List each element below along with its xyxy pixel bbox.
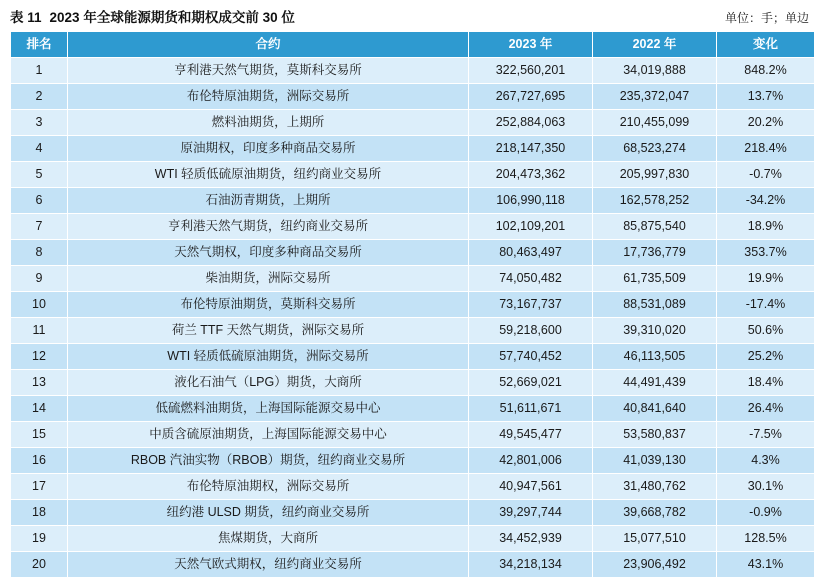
cell-2023: 73,167,737 [469,292,593,318]
cell-rank: 15 [11,422,68,448]
table-row [11,214,815,240]
cell-change: 848.2% [717,58,815,84]
cell-2022: 88,531,089 [593,292,717,318]
cell-contract: 布伦特原油期权，洲际交易所 [68,474,469,500]
cell-rank: 5 [11,162,68,188]
table-row [11,474,815,500]
energy-futures-table [10,31,815,578]
table-row [11,58,815,84]
cell-2023: 49,545,477 [469,422,593,448]
cell-rank: 1 [11,58,68,84]
table-row [11,136,815,162]
cell-change: -7.5% [717,422,815,448]
cell-contract: 原油期权，印度多种商品交易所 [68,136,469,162]
cell-rank: 9 [11,266,68,292]
cell-2023: 204,473,362 [469,162,593,188]
cell-2022: 235,372,047 [593,84,717,110]
cell-change: 25.2% [717,344,815,370]
cell-2022: 41,039,130 [593,448,717,474]
cell-2023: 218,147,350 [469,136,593,162]
cell-contract: 低硫燃料油期货，上海国际能源交易中心 [68,396,469,422]
cell-2022: 23,906,492 [593,552,717,578]
cell-change: 18.9% [717,214,815,240]
cell-2022: 46,113,505 [593,344,717,370]
cell-rank: 18 [11,500,68,526]
caption-left [10,6,295,26]
unit-note: 单位：手；单边 [724,11,809,25]
cell-2023: 267,727,695 [469,84,593,110]
cell-change: -17.4% [717,292,815,318]
cell-contract: 天然气期权，印度多种商品交易所 [68,240,469,266]
cell-2022: 85,875,540 [593,214,717,240]
cell-rank: 14 [11,396,68,422]
column-header-rank: 排名 [11,32,68,58]
cell-2022: 210,455,099 [593,110,717,136]
cell-2022: 44,491,439 [593,370,717,396]
cell-contract: 天然气欧式期权，纽约商业交易所 [68,552,469,578]
cell-2023: 106,990,118 [469,188,593,214]
cell-2022: 61,735,509 [593,266,717,292]
cell-rank: 17 [11,474,68,500]
table-body [11,58,815,578]
table-row [11,240,815,266]
cell-change: 19.9% [717,266,815,292]
cell-change: -0.9% [717,500,815,526]
cell-2023: 51,611,671 [469,396,593,422]
cell-2022: 39,668,782 [593,500,717,526]
cell-change: 13.7% [717,84,815,110]
cell-rank: 8 [11,240,68,266]
cell-contract: RBOB 汽油实物（RBOB）期货，纽约商业交易所 [68,448,469,474]
column-header-2023: 2023 年 [469,32,593,58]
cell-2023: 102,109,201 [469,214,593,240]
cell-change: 26.4% [717,396,815,422]
cell-2023: 59,218,600 [469,318,593,344]
cell-contract: 中质含硫原油期货，上海国际能源交易中心 [68,422,469,448]
cell-change: 50.6% [717,318,815,344]
column-header-change: 变化 [717,32,815,58]
cell-contract: 石油沥青期货，上期所 [68,188,469,214]
cell-contract: 荷兰 TTF 天然气期货，洲际交易所 [68,318,469,344]
cell-2023: 39,297,744 [469,500,593,526]
cell-2022: 39,310,020 [593,318,717,344]
cell-2022: 162,578,252 [593,188,717,214]
cell-rank: 11 [11,318,68,344]
table-row [11,344,815,370]
cell-contract: WTI 轻质低硫原油期货，洲际交易所 [68,344,469,370]
table-row [11,84,815,110]
cell-change: 218.4% [717,136,815,162]
table-row [11,370,815,396]
cell-rank: 20 [11,552,68,578]
cell-2023: 40,947,561 [469,474,593,500]
page-title: 2023 年全球能源期货和期权成交前 30 位 [49,10,295,25]
cell-2022: 68,523,274 [593,136,717,162]
cell-contract: 亨利港天然气期货，莫斯科交易所 [68,58,469,84]
cell-contract: 液化石油气（LPG）期货，大商所 [68,370,469,396]
cell-2022: 205,997,830 [593,162,717,188]
cell-2023: 74,050,482 [469,266,593,292]
cell-change: 18.4% [717,370,815,396]
cell-rank: 19 [11,526,68,552]
cell-2022: 40,841,640 [593,396,717,422]
table-row [11,110,815,136]
cell-change: -34.2% [717,188,815,214]
cell-contract: 亨利港天然气期货，纽约商业交易所 [68,214,469,240]
cell-2023: 34,218,134 [469,552,593,578]
table-row [11,500,815,526]
cell-2022: 34,019,888 [593,58,717,84]
cell-2022: 31,480,762 [593,474,717,500]
cell-change: 30.1% [717,474,815,500]
table-header [11,32,815,58]
cell-contract: 布伦特原油期货，莫斯科交易所 [68,292,469,318]
cell-change: 353.7% [717,240,815,266]
table-header-row [11,32,815,58]
cell-rank: 12 [11,344,68,370]
cell-rank: 13 [11,370,68,396]
cell-2022: 17,736,779 [593,240,717,266]
cell-rank: 7 [11,214,68,240]
cell-change: 43.1% [717,552,815,578]
table-row [11,188,815,214]
cell-change: 4.3% [717,448,815,474]
cell-2023: 42,801,006 [469,448,593,474]
cell-rank: 4 [11,136,68,162]
table-row [11,448,815,474]
table-row [11,162,815,188]
cell-contract: 布伦特原油期货，洲际交易所 [68,84,469,110]
cell-2022: 53,580,837 [593,422,717,448]
table-row [11,552,815,578]
cell-2022: 15,077,510 [593,526,717,552]
cell-2023: 52,669,021 [469,370,593,396]
cell-change: 128.5% [717,526,815,552]
cell-contract: 纽约港 ULSD 期货，纽约商业交易所 [68,500,469,526]
table-caption-row [0,0,819,31]
cell-rank: 3 [11,110,68,136]
cell-contract: 焦煤期货，大商所 [68,526,469,552]
cell-2023: 34,452,939 [469,526,593,552]
cell-contract: 柴油期货，洲际交易所 [68,266,469,292]
cell-rank: 10 [11,292,68,318]
cell-rank: 16 [11,448,68,474]
cell-rank: 6 [11,188,68,214]
table-row [11,422,815,448]
cell-change: -0.7% [717,162,815,188]
cell-contract: 燃料油期货，上期所 [68,110,469,136]
column-header-2022: 2022 年 [593,32,717,58]
table-row [11,526,815,552]
table-row [11,396,815,422]
table-row [11,292,815,318]
column-header-contract: 合约 [68,32,469,58]
cell-2023: 322,560,201 [469,58,593,84]
table-row [11,318,815,344]
cell-contract: WTI 轻质低硫原油期货，纽约商业交易所 [68,162,469,188]
cell-2023: 80,463,497 [469,240,593,266]
table-row [11,266,815,292]
cell-change: 20.2% [717,110,815,136]
table-number-label: 表 11 [10,10,42,25]
cell-rank: 2 [11,84,68,110]
cell-2023: 252,884,063 [469,110,593,136]
cell-2023: 57,740,452 [469,344,593,370]
